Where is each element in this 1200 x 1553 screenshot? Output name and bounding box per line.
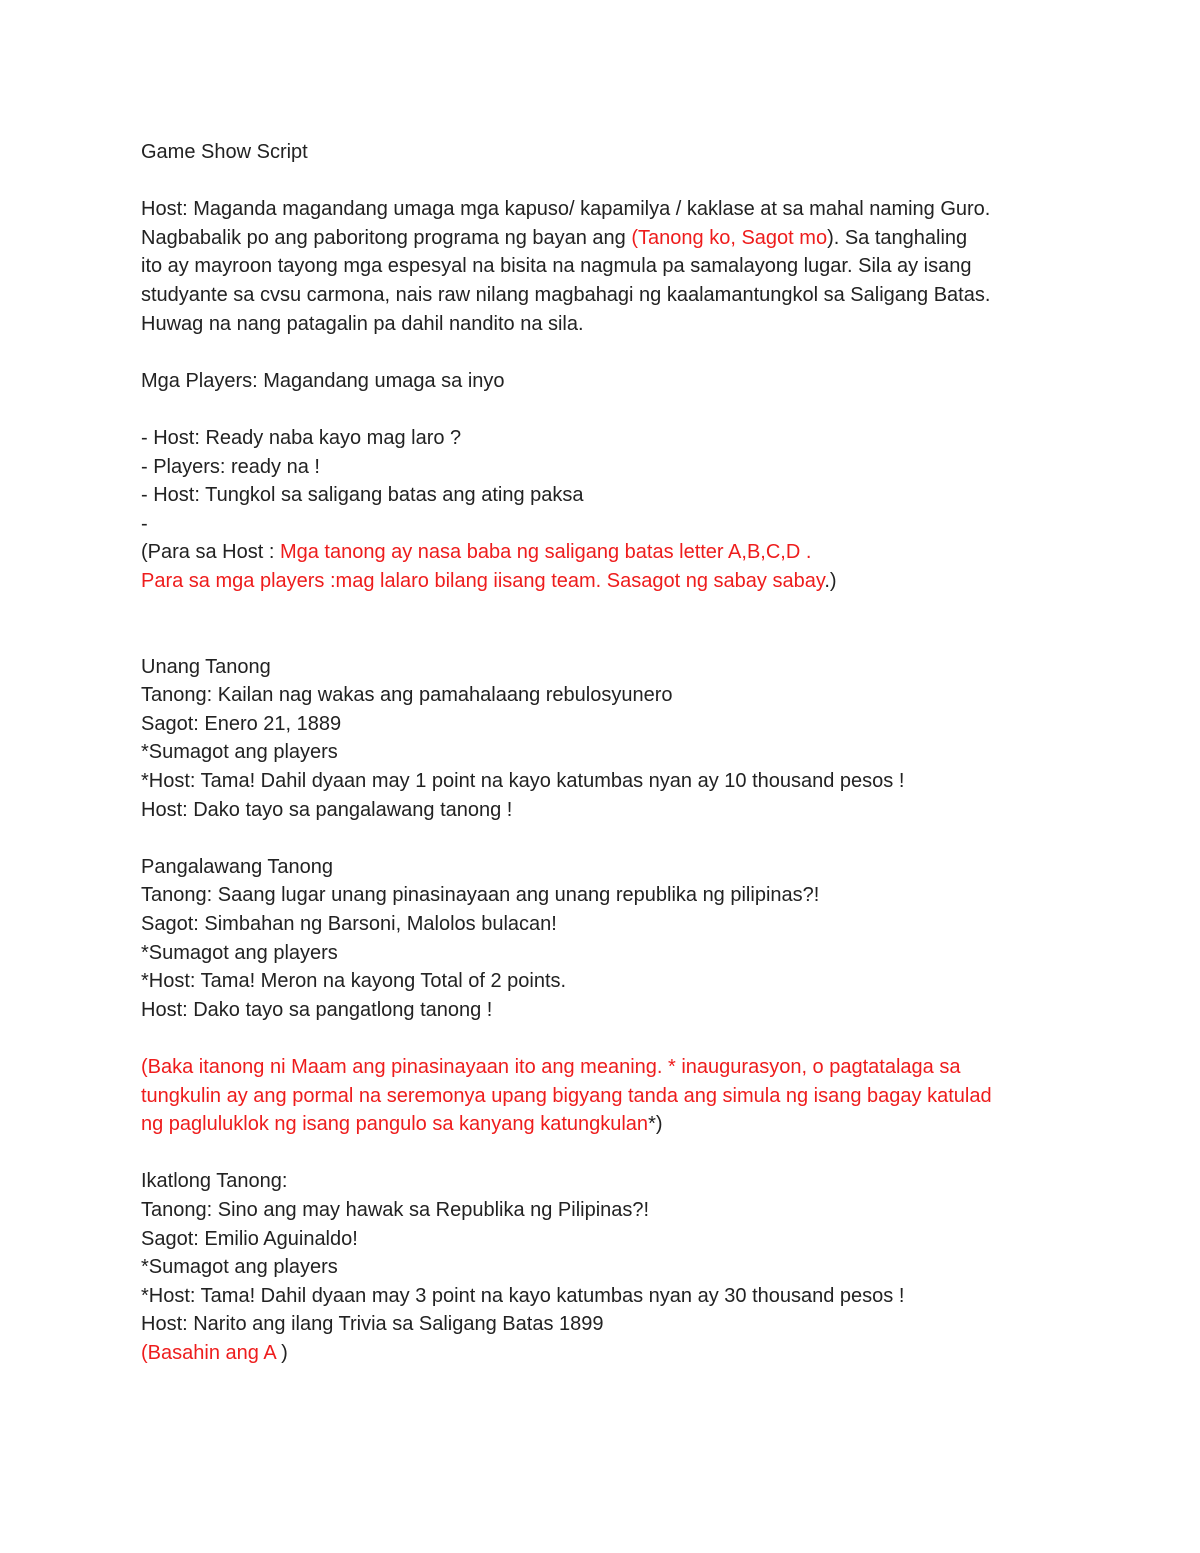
q3-answer: Sagot: Emilio Aguinaldo! [141, 1227, 358, 1250]
q1-players-answered: *Sumagot ang players [141, 741, 338, 764]
q2-host-next: Host: Dako tayo sa pangatlong tanong ! [141, 998, 493, 1021]
intro-line-2-tail: ). Sa tanghaling [827, 226, 968, 249]
intro-line-1: Host: Maganda magandang umaga mga kapuso/ kapamilya / kaklase at sa mahal naming Guro. [141, 198, 991, 221]
q2-players-answered: *Sumagot ang players [141, 941, 338, 964]
show-title-open-paren: ( [631, 226, 639, 249]
blank-line [141, 167, 1101, 196]
host-note-line-1 [141, 538, 1101, 567]
dialog-line-1: - Host: Ready naba kayo mag laro ? [141, 426, 462, 449]
host-note-label: (Para sa Host : [141, 541, 280, 564]
document-title: Game Show Script [141, 141, 308, 163]
q1-heading: Unang Tanong [141, 655, 271, 678]
q1-answer: Sagot: Enero 21, 1889 [141, 712, 342, 735]
final-note-text: (Basahin ang A [141, 1341, 282, 1364]
q3-host-response: *Host: Tama! Dahil dyaan may 3 point na kayo katumbas nyan ay 30 thousand pesos ! [141, 1284, 905, 1307]
blank-line [141, 824, 1101, 853]
document-page [141, 138, 1101, 1368]
intro-line-2 [141, 224, 1101, 253]
blank-line [141, 1024, 1101, 1053]
q2-question: Tanong: Saang lugar unang pinasinayaan ang unang republika ng pilipinas?! [141, 884, 820, 907]
q3-heading: Ikatlong Tanong: [141, 1170, 288, 1193]
intro-line-2-text: Nagbabalik po ang paboritong programa ng bayan ang [141, 226, 632, 249]
blank-line [141, 338, 1101, 367]
q3-players-answered: *Sumagot ang players [141, 1256, 338, 1279]
players-greeting: Mga Players: Magandang umaga sa inyo [141, 369, 505, 392]
q2-answer: Sagot: Simbahan ng Barsoni, Malolos bulacan! [141, 913, 557, 936]
final-note [141, 1339, 1101, 1368]
blank-line [141, 624, 1101, 653]
dialog-line-4: - [141, 512, 148, 535]
q2-host-response: *Host: Tama! Meron na kayong Total of 2 points. [141, 970, 567, 993]
trivia-note-line-3-text: ng pagluluklok ng isang pangulo sa kanyang katungkulan [141, 1113, 649, 1136]
players-note-close: .) [824, 569, 837, 592]
blank-line [141, 596, 1101, 625]
final-note-close: ) [281, 1341, 288, 1364]
intro-line-4: studyante sa cvsu carmona, nais raw nilang magbahagi ng kaalamantungkol sa Saligang Batas. [141, 283, 991, 306]
q3-host-trivia: Host: Narito ang ilang Trivia sa Saligang Batas 1899 [141, 1313, 604, 1336]
show-title: Tanong ko, Sagot mo [638, 226, 828, 249]
host-note-line-2 [141, 567, 1101, 596]
dialog-line-2: - Players: ready na ! [141, 455, 320, 478]
host-note-text: Mga tanong ay nasa baba ng saligang batas letter A,B,C,D . [279, 541, 812, 564]
trivia-note-line-3-close: *) [648, 1113, 663, 1136]
players-note-text: Para sa mga players :mag lalaro bilang iisang team. Sasagot ng sabay sabay [141, 569, 825, 592]
blank-line [141, 395, 1101, 424]
trivia-note-line-1: (Baka itanong ni Maam ang pinasinayaan ito ang meaning. * inaugurasyon, o pagtatalaga sa [141, 1056, 961, 1078]
q2-heading: Pangalawang Tanong [141, 855, 334, 878]
trivia-note-line-3 [141, 1110, 1101, 1139]
q1-host-next: Host: Dako tayo sa pangalawang tanong ! [141, 798, 513, 821]
blank-line [141, 1139, 1101, 1168]
dialog-line-3: - Host: Tungkol sa saligang batas ang ating paksa [141, 484, 584, 507]
q1-question: Tanong: Kailan nag wakas ang pamahalaang rebulosyunero [141, 684, 673, 707]
q1-host-response: *Host: Tama! Dahil dyaan may 1 point na kayo katumbas nyan ay 10 thousand pesos ! [141, 770, 905, 793]
trivia-note-line-2: tungkulin ay ang pormal na seremonya upang bigyang tanda ang simula ng isang bagay katulad [141, 1084, 992, 1107]
q3-question: Tanong: Sino ang may hawak sa Republika ng Pilipinas?! [141, 1198, 650, 1221]
intro-line-5: Huwag na nang patagalin pa dahil nandito na sila. [141, 312, 584, 335]
intro-line-3: ito ay mayroon tayong mga espesyal na bisita na nagmula pa samalayong lugar. Sila ay isang [141, 255, 972, 278]
